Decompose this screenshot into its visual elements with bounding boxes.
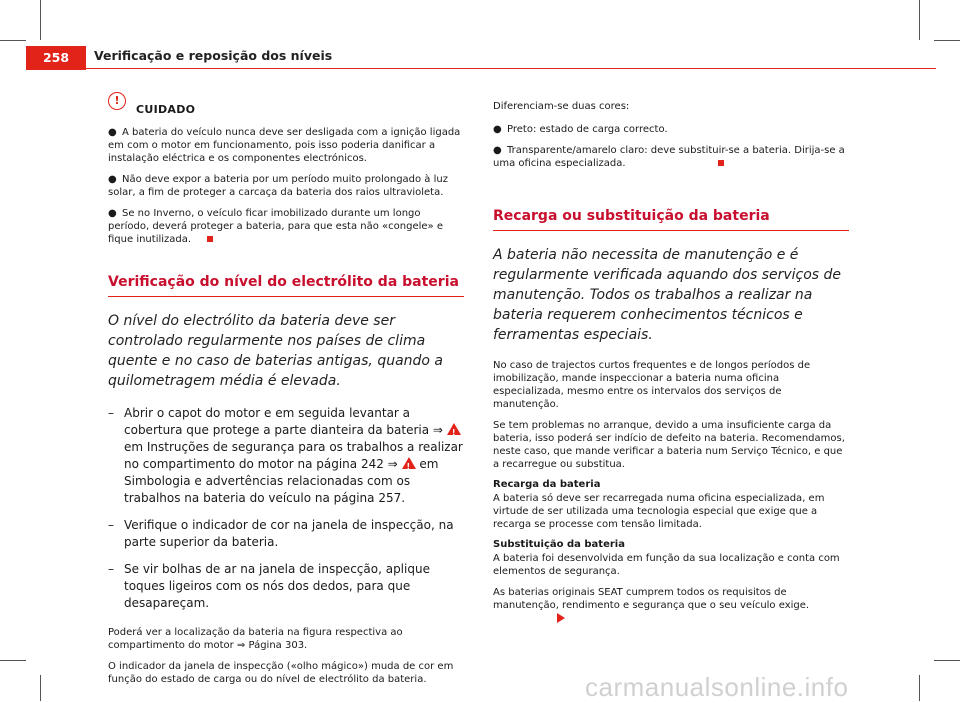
caution-header (108, 94, 464, 118)
step-item: – Verifique o indicador de cor na janela de inspecção, na parte superior da bateria. (108, 518, 454, 549)
end-of-section-marker (718, 160, 724, 166)
paragraph: As baterias originais SEAT cumprem todos os requisitos de manutenção, rendimento e segurança que o seu veículo exige. (493, 586, 849, 625)
step-item: – Se vir bolhas de ar na janela de inspecção, aplique toques ligeiros com os nós dos dedos, para que desapareçam. (108, 562, 430, 610)
left-column (108, 94, 464, 694)
paragraph: Diferenciam-se duas cores: (493, 101, 630, 112)
warning-triangle-icon[interactable] (402, 457, 416, 469)
crop-mark (919, 675, 920, 701)
exclamation-circle-icon: ! (108, 92, 126, 110)
chapter-title: Verificação e reposição dos níveis (94, 48, 333, 63)
paragraph: Se tem problemas no arranque, devido a uma insuficiente carga da bateria, isso poderá ser indício de defeito na bateria. Recomendamos, neste caso, que mande verificar a bateria num Serviço Técnico, e que a recarregue ou substitua. (493, 420, 845, 470)
paragraph: O indicador da janela de inspecção («olho mágico») muda de cor em função do estado de carga ou do nível de electrólito da bateria. (108, 661, 454, 685)
header-rule (86, 68, 936, 69)
subheading: Recarga da bateria (493, 479, 601, 490)
page-header (0, 0, 960, 70)
right-column (493, 100, 849, 633)
end-of-section-marker (207, 236, 213, 242)
next-page-arrow-icon (557, 613, 565, 623)
color-bullet: ● Preto: estado de carga correcto. (493, 124, 668, 135)
caution-bullet: ● Se no Inverno, o veículo ficar imobilizado durante um longo período, deverá proteger a bateria, para que esta não «congele» e fique inutilizada. (108, 208, 443, 245)
section-lead: A bateria não necessita de manutenção e é regularmente verificada aquando dos serviços de manutenção. Todos os trabalhos a realizar na bateria requerem conhecimentos técnicos e ferramentas especiais. (493, 247, 842, 343)
paragraph: A bateria só deve ser recarregada numa oficina especializada, em virtude de ser utilizada uma tecnologia especial que exige que a recarga se processe com tensão limitada. (493, 493, 825, 530)
caution-title: CUIDADO (136, 102, 196, 116)
section-title: Verificação do nível do electrólito da bateria (108, 274, 464, 297)
step-item: – Abrir o capot do motor e em seguida levantar a cobertura que protege a parte dianteira da bateria ⇒ ! em Instruções de segurança para os trabalhos a realizar no compartimento do motor na página 242 ⇒ ! em Simbologia e advertências relacionadas com os trabalhos na bateria do veículo na página 257. (108, 405, 464, 507)
page-number: 258 (26, 46, 86, 70)
crop-mark (40, 675, 41, 701)
color-bullet: ● Transparente/amarelo claro: deve substituir-se a bateria. Dirija-se a uma oficina especializada. (493, 145, 845, 169)
paragraph: No caso de trajectos curtos frequentes e de longos períodos de imobilização, mande inspeccionar a bateria numa oficina especializada, mesmo entre os intervalos dos serviços de manutenção. (493, 360, 811, 410)
warning-triangle-icon[interactable] (447, 423, 461, 435)
paragraph: A bateria foi desenvolvida em função da sua localização e conta com elementos de segurança. (493, 553, 840, 577)
paragraph: Poderá ver a localização da bateria na figura respectiva ao compartimento do motor ⇒ Página 303. (108, 627, 403, 651)
subheading: Substituição da bateria (493, 539, 625, 550)
crop-mark (0, 660, 26, 661)
watermark: carmanualsonline.info (585, 672, 849, 702)
crop-mark (934, 660, 960, 661)
section-lead: O nível do electrólito da bateria deve ser controlado regularmente nos países de clima quente e no caso de baterias antigas, quando a quilometragem média é elevada. (108, 313, 444, 389)
caution-bullet: ● Não deve expor a bateria por um período muito prolongado à luz solar, a fim de proteger a carcaça da bateria dos raios ultravioleta. (108, 174, 448, 198)
section-title: Recarga ou substituição da bateria (493, 208, 849, 231)
caution-bullet: ● A bateria do veículo nunca deve ser desligada com a ignição ligada em com o motor em funcionamento, pois isso poderia danificar a instalação eléctrica e os componentes electrónicos. (108, 127, 461, 164)
